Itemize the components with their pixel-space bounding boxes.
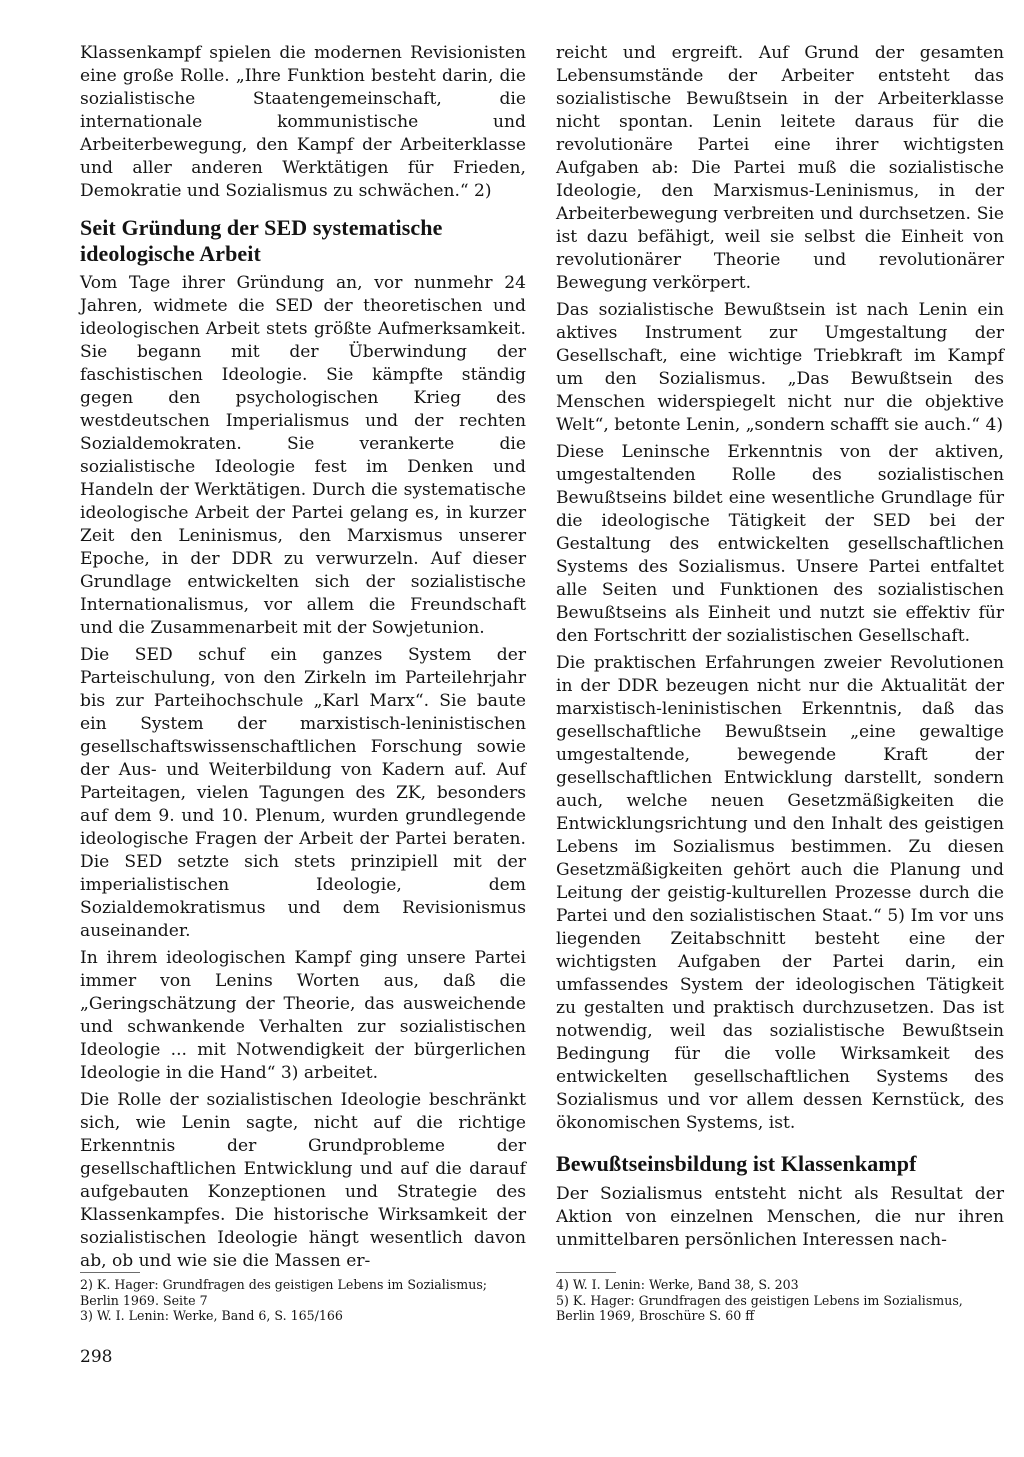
paragraph: Vom Tage ihrer Gründung an, vor nunmehr 24 Jahren, widmete die SED der theoretischen und ideologischen Arbeit stets größte Aufmerksamkeit. Sie begann mit der Überwindung der faschistischen Ideologie. Sie kämpfte ständig gegen den psychologischen Krieg des westdeutschen Imperialismus und der rechten Sozialdemokraten. Sie verankerte die sozialistische Ideologie fest im Denken und Handeln der Werktätigen. Durch die systematische ideologische Arbeit der Partei gelang es, in kurzer Zeit den Leninismus, den Marxismus unserer Epoche, in der DDR zu verwurzeln. Auf dieser Grundlage entwickelten sich der sozialistische Internationalismus, vor allem die Freundschaft und die Zusammenarbeit mit der Sowjetunion. [80, 273, 526, 638]
footnote: 2) K. Hager: Grundfragen des geistigen Lebens im Sozialismus; Berlin 1969. Seite 7 [80, 1277, 488, 1308]
paragraph: Die SED schuf ein ganzes System der Parteischulung, von den Zirkeln im Parteilehrjahr bis zur Parteihochschule „Karl Marx“. Sie baute ein System der marxistisch-leninistischen gesellschaftswissenschaftlichen Forschung sowie der Aus- und Weiterbildung von Kadern auf. Auf Parteitagen, vielen Tagungen des ZK, besonders auf dem 9. und 10. Plenum, wurden grundlegende ideologische Fragen der Arbeit der Partei beraten. Die SED setzte sich stets prinzipiell mit der imperialistischen Ideologie, dem Sozialdemokratismus und dem Revisionismus auseinander. [80, 645, 526, 941]
paragraph: In ihrem ideologischen Kampf ging unsere Partei immer von Lenins Worten aus, daß die „Geringschätzung der Theorie, das ausweichende und schwankende Verhalten zur sozialistischen Ideologie ... mit Notwendigkeit der bürgerlichen Ideologie in die Hand“ 3) arbeitet. [80, 948, 526, 1083]
footnotes-left [80, 1277, 526, 1324]
right-column [556, 42, 1004, 1256]
footnote-divider [80, 1272, 140, 1273]
footnote: 5) K. Hager: Grundfragen des geistigen Lebens im Sozialismus, Berlin 1969, Broschüre S. 60 ff [556, 1292, 963, 1323]
footnote: 3) W. I. Lenin: Werke, Band 6, S. 165/166 [80, 1308, 343, 1323]
left-column [80, 42, 526, 1277]
footnote-divider [556, 1272, 616, 1273]
paragraph: Die Rolle der sozialistischen Ideologie beschränkt sich, wie Lenin sagte, nicht auf die richtige Erkenntnis der Grundprobleme der gesellschaftlichen Entwicklung und auf die darauf aufgebauten Konzeptionen und Strategie des Klassenkampfes. Die historische Wirksamkeit der sozialistischen Ideologie hängt wesentlich davon ab, ob und wie sie die Massen er- [80, 1090, 526, 1271]
paragraph: Diese Leninsche Erkenntnis von der aktiven, umgestaltenden Rolle des sozialistischen Bewußtseins bildet eine wesentliche Grundlage für die ideologische Tätigkeit der SED bei der Gestaltung des entwickelten gesellschaftlichen Systems des Sozialismus. Unsere Partei entfaltet alle Seiten und Funktionen des sozialistischen Bewußtseins als Einheit und nutzt sie effektiv für den Fortschritt der sozialistischen Gesellschaft. [556, 442, 1004, 646]
footnotes-right [556, 1277, 1004, 1324]
section-heading: Bewußtseinsbildung ist Klassenkampf [556, 1151, 917, 1176]
page-number: 298 [80, 1347, 113, 1367]
paragraph: Die praktischen Erfahrungen zweier Revolutionen in der DDR bezeugen nicht nur die Aktualität der marxistisch-leninistischen Erkenntnis, daß das gesellschaftliche Bewußtsein „eine gewaltige umgestaltende, bewegende Kraft der gesellschaftlichen Entwicklung darstellt, sondern auch, welche neuen Gesetzmäßigkeiten die Entwicklungsrichtung und den Inhalt des geistigen Lebens im Sozialismus bestimmen. Zu diesen Gesetzmäßigkeiten gehört auch die Planung und Leitung der geistig-kulturellen Prozesse durch die Partei und den sozialistischen Staat.“ 5) Im vor uns liegenden Zeitabschnitt besteht eine der wichtigsten Aufgaben der Partei darin, ein umfassendes System der ideologischen Tätigkeit zu gestalten und praktisch durchzusetzen. Das ist notwendig, weil das sozialistische Bewußtsein Bedingung für die volle Wirksamkeit des entwickelten gesellschaftlichen Systems des Sozialismus und vor allem dessen Kernstück, des ökonomischen Systems, ist. [556, 653, 1004, 1133]
footnote: 4) W. I. Lenin: Werke, Band 38, S. 203 [556, 1277, 799, 1292]
paragraph: Das sozialistische Bewußtsein ist nach Lenin ein aktives Instrument zur Umgestaltung der Gesellschaft, eine wichtige Triebkraft im Kampf um den Sozialismus. „Das Bewußtsein des Menschen widerspiegelt nicht nur die objektive Welt“, betonte Lenin, „sondern schafft sie auch.“ 4) [556, 300, 1004, 435]
paragraph: Der Sozialismus entsteht nicht als Resultat der Aktion von einzelnen Menschen, die nur ihren unmittelbaren persönlichen Interessen nach- [556, 1184, 1004, 1250]
paragraph: reicht und ergreift. Auf Grund der gesamten Lebensumstände der Arbeiter entsteht das sozialistische Bewußtsein in der Arbeiterklasse nicht spontan. Lenin leitete daraus für die revolutionäre Partei eine ihrer wichtigsten Aufgaben ab: Die Partei muß die sozialistische Ideologie, den Marxismus-Leninismus, in der Arbeiterbewegung verbreiten und durchsetzen. Sie ist dazu befähigt, weil sie selbst die Einheit von revolutionärer Theorie und revolutionärer Bewegung verkörpert. [556, 43, 1004, 293]
section-heading: Seit Gründung der SED systematische ideologische Arbeit [80, 215, 443, 266]
paragraph: Klassenkampf spielen die modernen Revisionisten eine große Rolle. „Ihre Funktion besteht darin, die sozialistische Staatengemeinschaft, die internationale kommunistische und Arbeiterbewegung, den Kampf der Arbeiterklasse und aller anderen Werktätigen für Frieden, Demokratie und Sozialismus zu schwächen.“ 2) [80, 43, 526, 201]
